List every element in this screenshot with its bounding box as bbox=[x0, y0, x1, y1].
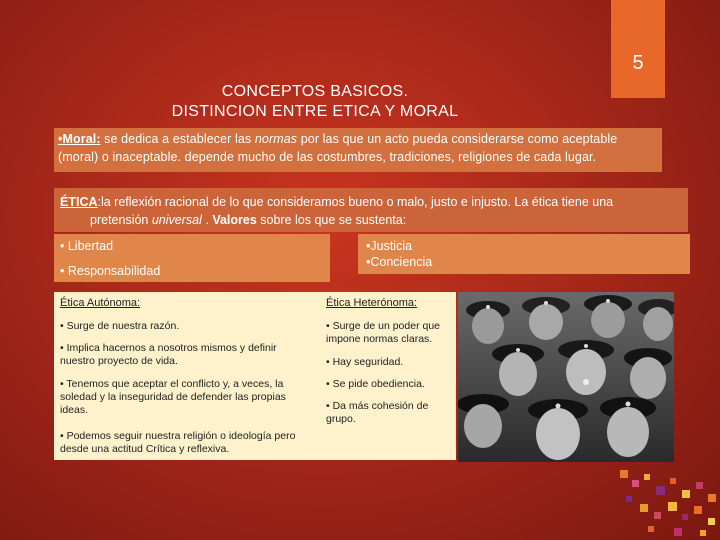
autonoma-header: Ética Autónoma: bbox=[60, 297, 141, 309]
value-justicia: •Justicia bbox=[366, 239, 413, 253]
title-line-1: CONCEPTOS BASICOS. bbox=[221, 83, 409, 100]
moral-emphasis: normas bbox=[254, 132, 298, 146]
value-conciencia: •Conciencia bbox=[366, 255, 433, 269]
value-libertad: • Libertad bbox=[60, 239, 114, 253]
ethics-comparison-table bbox=[54, 292, 456, 460]
soldiers-photo bbox=[458, 292, 674, 462]
heteronoma-item: • Da más cohesión de grupo. bbox=[326, 400, 429, 425]
moral-text-1: se dedica a establecer las bbox=[100, 132, 255, 146]
etica-text-4: sobre los que se sustenta: bbox=[256, 213, 407, 227]
heteronoma-header: Ética Heterónoma: bbox=[326, 297, 418, 309]
heteronoma-item: • Surge de un poder que impone normas claras. bbox=[326, 320, 441, 345]
soldiers-photo-illustration bbox=[458, 292, 674, 462]
autonoma-item: • Implica hacernos a nosotros mismos y definir nuestro proyecto de vida. bbox=[60, 342, 277, 367]
value-responsabilidad: • Responsabilidad bbox=[60, 264, 161, 278]
etica-text-2: pretensión bbox=[90, 213, 152, 227]
values-box-left bbox=[54, 234, 330, 282]
autonoma-item: • Surge de nuestra razón. bbox=[60, 320, 180, 332]
heteronoma-item: • Se pide obediencia. bbox=[326, 378, 425, 390]
etica-emphasis: universal bbox=[151, 213, 202, 227]
slide-number-box bbox=[611, 0, 665, 98]
etica-term: ÉTICA bbox=[60, 195, 98, 209]
slide-title bbox=[130, 82, 500, 122]
values-box-right bbox=[358, 234, 690, 274]
decorative-squares bbox=[612, 466, 720, 540]
etica-definition-box bbox=[54, 188, 688, 232]
slide-number: 5 bbox=[632, 52, 644, 74]
etica-valores: Valores bbox=[212, 213, 257, 227]
moral-text-2: por las que un acto pueda considerarse como aceptable (moral) o inaceptable. depende mucho de las costumbres, tradiciones, religiones de cada lugar. bbox=[58, 132, 618, 164]
etica-text-3: . bbox=[201, 213, 213, 227]
autonoma-item: • Tenemos que aceptar el conflicto y, a veces, la soledad y la inseguridad de defender las propias ideas. bbox=[60, 378, 286, 416]
title-line-2: DISTINCION ENTRE ETICA Y MORAL bbox=[171, 103, 459, 120]
moral-term: •Moral: bbox=[58, 132, 101, 146]
etica-line-2 bbox=[60, 211, 682, 229]
etica-text-1: :la reflexión racional de lo que consideramos bueno o malo, justo e injusto. La ética tiene una bbox=[97, 195, 614, 209]
autonoma-item: • Podemos seguir nuestra religión o ideología pero desde una actitud Crítica y reflexiva. bbox=[60, 430, 296, 455]
heteronoma-item: • Hay seguridad. bbox=[326, 356, 404, 368]
moral-definition-box bbox=[54, 128, 662, 172]
